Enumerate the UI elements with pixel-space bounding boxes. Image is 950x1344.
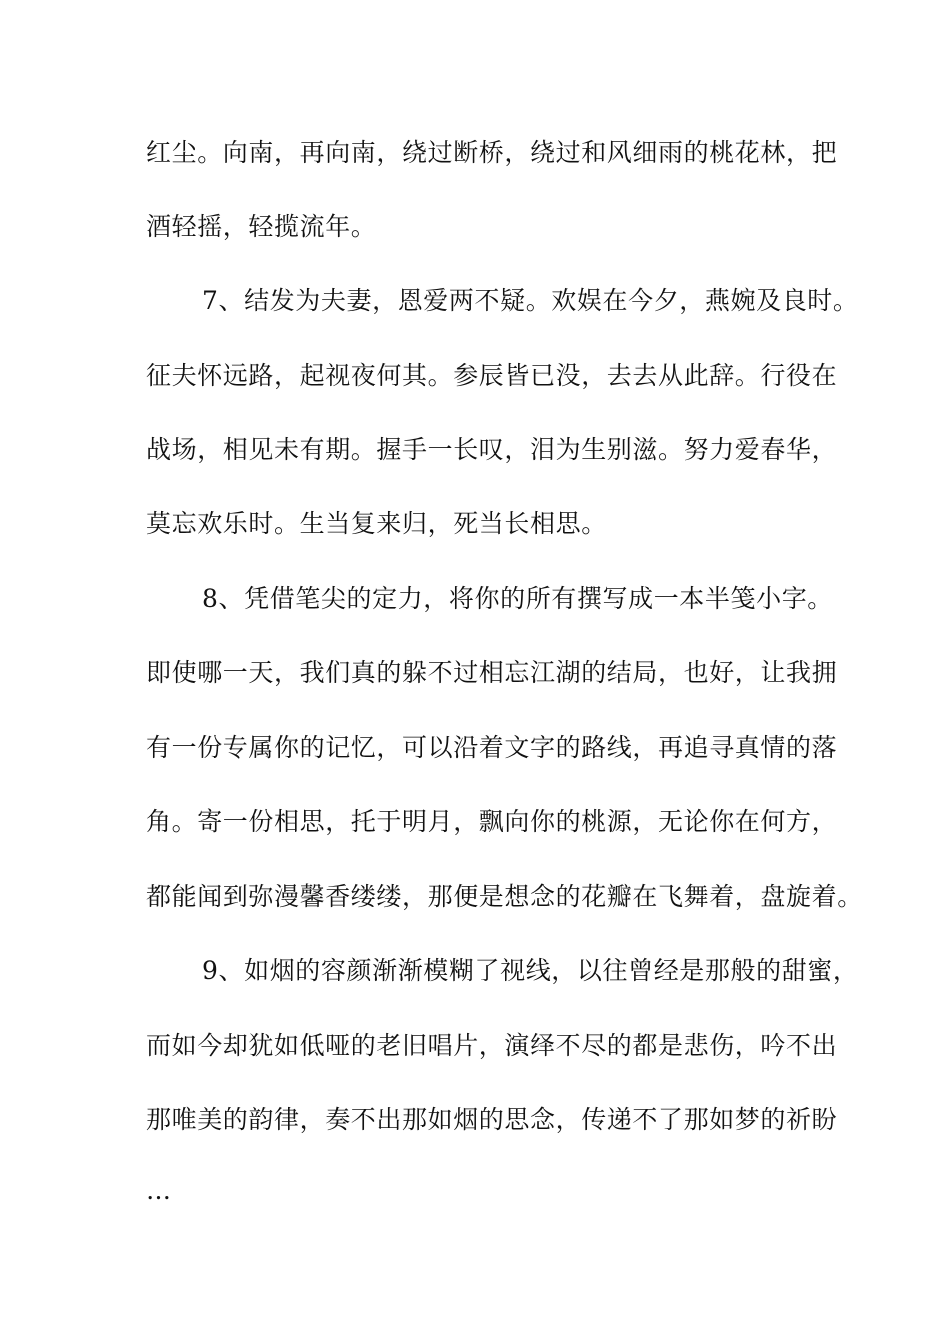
text-line: 酒轻摇，轻揽流年。 xyxy=(146,212,377,241)
text-line: 那唯美的韵律，奏不出那如烟的思念，传递不了那如梦的祈盼 xyxy=(146,1105,838,1134)
text-line: 红尘。向南，再向南，绕过断桥，绕过和风细雨的桃花林，把 xyxy=(146,138,838,167)
text-line: 即使哪一天，我们真的躲不过相忘江湖的结局，也好，让我拥 xyxy=(146,658,838,687)
text-line: 征夫怀远路，起视夜何其。参辰皆已没，去去从此辞。行役在 xyxy=(146,361,838,390)
paragraph-start-8: 8、凭借笔尖的定力，将你的所有撰写成一本半笺小字。 xyxy=(202,584,833,613)
paragraph-start-9: 9、如烟的容颜渐渐模糊了视线，以往曾经是那般的甜蜜， xyxy=(202,956,859,985)
text-line: 莫忘欢乐时。生当复来归，死当长相思。 xyxy=(146,509,607,538)
text-line: 战场，相见未有期。握手一长叹，泪为生别滋。努力爱春华， xyxy=(146,435,838,464)
text-line: 都能闻到弥漫馨香缕缕，那便是想念的花瓣在飞舞着，盘旋着。 xyxy=(146,882,863,911)
text-line: 角。寄一份相思，托于明月，飘向你的桃源，无论你在何方， xyxy=(146,807,838,836)
text-line: 有一份专属你的记忆，可以沿着文字的路线，再追寻真情的落 xyxy=(146,733,838,762)
ellipsis-line: … xyxy=(146,1176,172,1205)
text-line: 而如今却犹如低哑的老旧唱片，演绎不尽的都是悲伤，吟不出 xyxy=(146,1031,838,1060)
paragraph-start-7: 7、结发为夫妻，恩爱两不疑。欢娱在今夕，燕婉及良时。 xyxy=(202,286,859,315)
